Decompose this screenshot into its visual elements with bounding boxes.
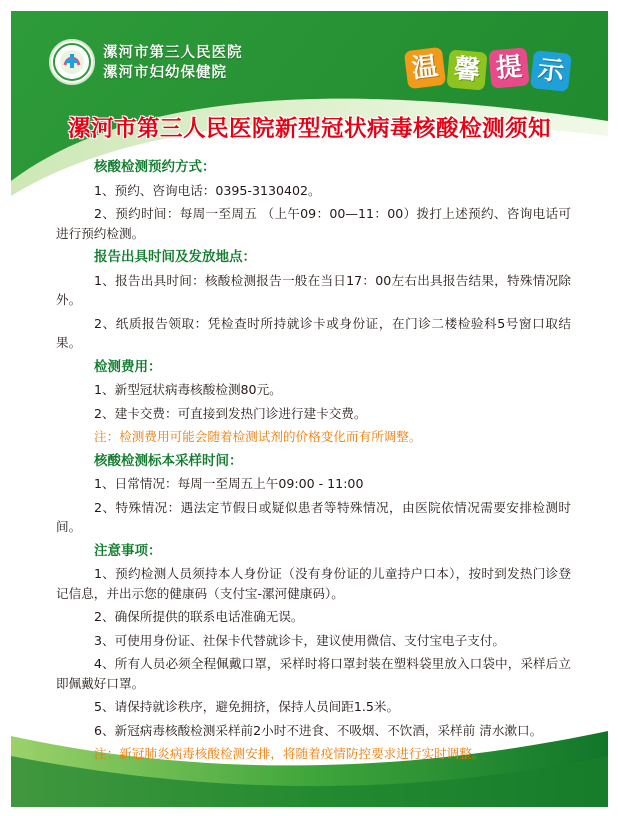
- list-item: 6、新冠病毒核酸检测采样前2小时不进食、不吸烟、不饮酒，采样前 清水漱口。: [94, 722, 543, 738]
- list-item: 3、可使用身份证、社保卡代替就诊卡，建议使用微信、支付宝电子支付。: [94, 632, 506, 648]
- badge-char: 温: [404, 47, 446, 89]
- list-item: 1、日常情况：每周一至周五上午09:00 - 11:00: [94, 476, 364, 491]
- list-item: 5、请保持就诊秩序，避免拥挤，保持人员间距1.5米。: [94, 699, 400, 714]
- notice-content: [56, 158, 571, 768]
- poster: [11, 11, 608, 807]
- badge-char: 提: [488, 47, 529, 88]
- section-heading-notice: 注意事项：: [94, 542, 162, 559]
- badge-char: 馨: [446, 49, 487, 90]
- list-item: 2、确保所提供的联系电话准确无误。: [94, 609, 304, 624]
- page-title: 漯河市第三人民医院新型冠状病毒核酸检测须知: [67, 116, 551, 142]
- badge-char: 示: [530, 50, 572, 92]
- list-item: 2、纸质报告领取：凭检查时所持就诊卡或身份证，在门诊二楼检验科5号窗口取结果。: [56, 315, 571, 350]
- list-item: 4、所有人员必须全程佩戴口罩，采样时将口罩封装在塑料袋里放入口袋中，采样后立即佩戴好口罩。: [56, 656, 571, 691]
- notice-note: 注：新冠肺炎病毒核酸检测安排，将随着疫情防控要求进行实时调整。: [94, 746, 485, 761]
- hospital-logo-icon: [49, 39, 95, 85]
- list-item: 2、预约时间：每周一至周五 （上午09：00—11：00）拨打上述预约、咨询电话可进行预约检测。: [56, 206, 571, 241]
- hospital-name-secondary: 漯河市妇幼保健院: [103, 65, 227, 81]
- fees-note: 注：检测费用可能会随着检测试剂的价格变化而有所调整。: [94, 429, 422, 444]
- list-item: 2、建卡交费：可直接到发热门诊进行建卡交费。: [94, 405, 367, 421]
- hospital-name-primary: 漯河市第三人民医院: [103, 45, 243, 61]
- list-item: 1、预约检测人员须持本人身份证（没有身份证的儿童持户口本），按时到发热门诊登记信息，并出示您的健康码（支付宝-漯河健康码）。: [56, 566, 571, 601]
- list-item: 1、新型冠状病毒核酸检测80元。: [94, 382, 282, 397]
- section-heading-report: 报告出具时间及发放地点：: [94, 249, 256, 265]
- list-item: 1、预约、咨询电话：0395-3130402。: [94, 182, 321, 198]
- section-heading-appointment: 核酸检测预约方式：: [94, 159, 216, 175]
- section-heading-fees: 检测费用：: [94, 358, 162, 375]
- warm-reminder-badge: [406, 49, 576, 95]
- section-heading-sampling: 核酸检测标本采样时间：: [94, 452, 243, 469]
- list-item: 2、特殊情况：遇法定节假日或疑似患者等特殊情况，由医院依情况需要安排检测时间。: [56, 499, 571, 534]
- list-item: 1、报告出具时间：核酸检测报告一般在当日17：00左右出具报告结果，特殊情况除外。: [56, 272, 571, 307]
